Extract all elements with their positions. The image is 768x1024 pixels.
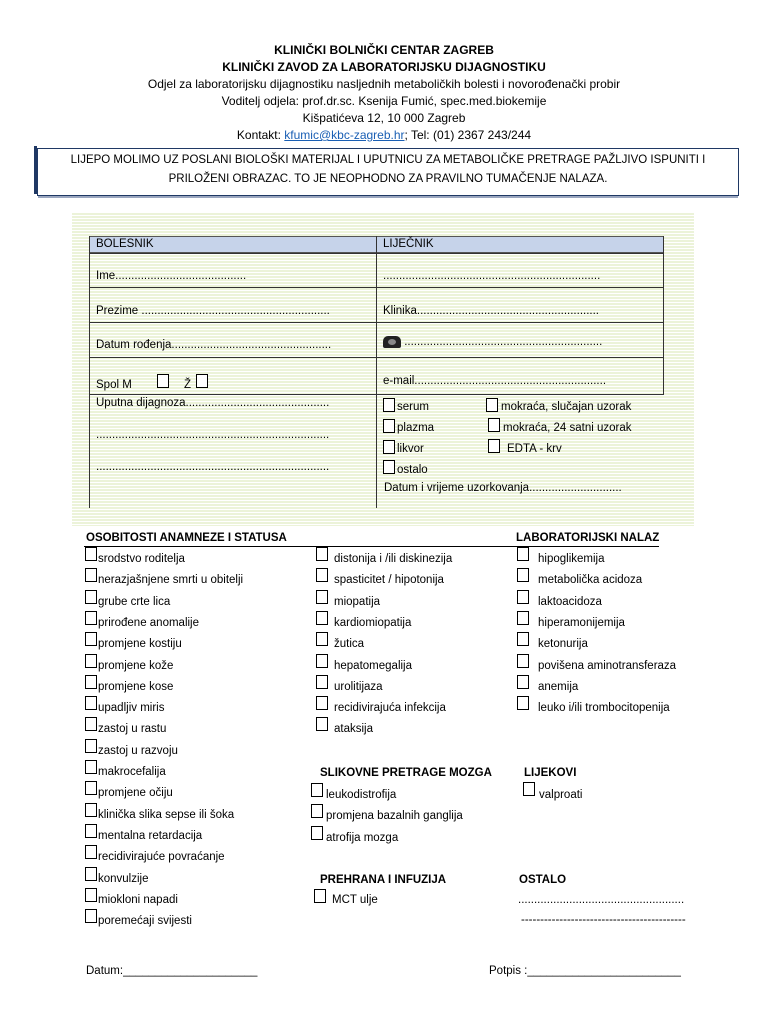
anamnesis-item-checkbox[interactable] bbox=[85, 824, 97, 838]
sex-m-checkbox[interactable] bbox=[157, 374, 169, 388]
anamnesis-item-label: mentalna retardacija bbox=[98, 829, 203, 842]
anamnesis-item-checkbox[interactable] bbox=[85, 888, 97, 902]
anamnesis-neuro-item-checkbox[interactable] bbox=[316, 675, 328, 689]
anamnesis-underline bbox=[84, 546, 659, 547]
unit-name: Odjel za laboratorijsku dijagnostiku nasljednih metaboličkih bolesti i novorođenački probir bbox=[147, 77, 621, 91]
head-of-unit: Voditelj odjela: prof.dr.sc. Ksenija Fumić, spec.med.biokemije bbox=[221, 94, 547, 108]
plasma-label: plazma bbox=[397, 422, 435, 434]
diagnosis-line-2[interactable]: ......................................................................... bbox=[96, 429, 330, 441]
lab-item-label: laktoacidoza bbox=[538, 595, 602, 608]
anamnesis-item-checkbox[interactable] bbox=[85, 845, 97, 859]
anamnesis-item-checkbox[interactable] bbox=[85, 739, 97, 753]
mct-oil-label: MCT ulje bbox=[332, 894, 378, 906]
anamnesis-item-checkbox[interactable] bbox=[85, 568, 97, 582]
notice-line-2: PRILOŽENI OBRAZAC. TO JE NEOPHODNO ZA PRAVILNO TUMAČENJE NALAZA. bbox=[168, 173, 608, 185]
edta-label: EDTA - krv bbox=[507, 443, 562, 455]
urine-24h-label: mokraća, 24 satni uzorak bbox=[503, 422, 632, 434]
anamnesis-item-label: nerazjašnjene smrti u obitelji bbox=[98, 574, 244, 587]
contact-label: Kontakt: bbox=[236, 128, 281, 142]
lab-item-label: ketonurija bbox=[538, 638, 588, 651]
brain-imaging-item-checkbox[interactable] bbox=[311, 804, 323, 818]
anamnesis-item-label: zastoj u razvoju bbox=[98, 744, 178, 757]
urine-random-checkbox[interactable] bbox=[486, 398, 498, 412]
anamnesis-neuro-item-checkbox[interactable] bbox=[316, 696, 328, 710]
anamnesis-item-label: miokloni napadi bbox=[98, 893, 178, 906]
lab-item-label: hipoglikemija bbox=[538, 553, 605, 565]
other-line-1[interactable]: .................................................... bbox=[518, 894, 685, 906]
anamnesis-item-checkbox[interactable] bbox=[85, 611, 97, 625]
department-name: KLINIČKI ZAVOD ZA LABORATORIJSKU DIJAGNOSTIKU bbox=[222, 60, 546, 74]
serum-label: serum bbox=[397, 401, 429, 413]
anamnesis-item-label: konvulzije bbox=[98, 872, 149, 885]
anamnesis-item-checkbox[interactable] bbox=[85, 654, 97, 668]
address: Kišpatićeva 12, 10 000 Zagreb bbox=[302, 111, 466, 125]
anamnesis-item-checkbox[interactable] bbox=[85, 760, 97, 774]
anamnesis-item-checkbox[interactable] bbox=[85, 675, 97, 689]
lab-item-checkbox[interactable] bbox=[517, 590, 529, 604]
anamnesis-item-label: upadljiv miris bbox=[98, 702, 165, 715]
contact-line bbox=[0, 127, 768, 144]
doctor-clinic-field[interactable]: Klinika......................................................... bbox=[383, 305, 599, 317]
anamnesis-item-checkbox[interactable] bbox=[85, 696, 97, 710]
other-sample-checkbox[interactable] bbox=[383, 460, 395, 474]
anamnesis-item-checkbox[interactable] bbox=[85, 632, 97, 646]
anamnesis-item-label: recidivirajuće povraćanje bbox=[98, 851, 225, 864]
contact-tel: ; Tel: (01) 2367 243/244 bbox=[404, 128, 532, 142]
patient-dob-field[interactable]: Datum rođenja.................................................. bbox=[96, 339, 332, 351]
anamnesis-item-label: prirođene anomalije bbox=[98, 616, 200, 629]
anamnesis-item-label: zastoj u rastu bbox=[98, 723, 167, 736]
anamnesis-item-checkbox[interactable] bbox=[85, 909, 97, 923]
other-title: OSTALO bbox=[519, 874, 567, 886]
doctor-name-field[interactable]: .................................................................... bbox=[383, 270, 601, 282]
sex-f-checkbox[interactable] bbox=[196, 374, 208, 388]
anamnesis-neuro-item-checkbox[interactable] bbox=[316, 611, 328, 625]
lab-item-checkbox[interactable] bbox=[517, 675, 529, 689]
anamnesis-item-checkbox[interactable] bbox=[85, 590, 97, 604]
lab-item-checkbox[interactable] bbox=[517, 654, 529, 668]
lab-item-checkbox[interactable] bbox=[517, 547, 529, 561]
anamnesis-item-checkbox[interactable] bbox=[85, 803, 97, 817]
sex-f-label: Ž bbox=[184, 379, 192, 391]
lab-title: LABORATORIJSKI NALAZ bbox=[516, 532, 660, 544]
anamnesis-neuro-item-checkbox[interactable] bbox=[316, 654, 328, 668]
anamnesis-item-label: klinička slika sepse ili šoka bbox=[98, 808, 235, 821]
other-line-2[interactable]: ------------------------------------------- bbox=[521, 914, 686, 926]
anamnesis-neuro-item-checkbox[interactable] bbox=[316, 717, 328, 731]
brain-imaging-item-label: atrofija mozga bbox=[326, 831, 399, 844]
patient-name-field[interactable]: Ime......................................... bbox=[96, 270, 247, 282]
anamnesis-item-checkbox[interactable] bbox=[85, 867, 97, 881]
brain-imaging-item-label: promjena bazalnih ganglija bbox=[326, 810, 463, 823]
anamnesis-item-label: promjene očiju bbox=[98, 787, 173, 800]
anamnesis-item-label: srodstvo roditelja bbox=[98, 553, 185, 565]
doctor-email-field[interactable]: e-mail............................................................ bbox=[383, 375, 607, 387]
valproate-label: valproati bbox=[539, 789, 583, 801]
anamnesis-item-label: promjene kože bbox=[98, 659, 174, 672]
anamnesis-neuro-item-label: hepatomegalija bbox=[334, 659, 413, 672]
serum-checkbox[interactable] bbox=[383, 398, 395, 412]
other-sample-label: ostalo bbox=[397, 464, 428, 476]
anamnesis-item-checkbox[interactable] bbox=[85, 781, 97, 795]
csf-label: likvor bbox=[397, 443, 424, 455]
contact-email-link[interactable]: kfumic@kbc-zagreb.hr bbox=[284, 128, 405, 142]
telephone-icon bbox=[383, 336, 401, 348]
lab-item-checkbox[interactable] bbox=[517, 611, 529, 625]
brain-imaging-title: SLIKOVNE PRETRAGE MOZGA bbox=[320, 767, 492, 779]
doctor-header: LIJEČNIK bbox=[383, 238, 434, 250]
drugs-title: LIJEKOVI bbox=[524, 767, 577, 779]
referral-diagnosis-field[interactable]: Uputna dijagnoza............................................. bbox=[96, 397, 330, 409]
sex-label: Spol M bbox=[96, 379, 132, 391]
diagnosis-line-3[interactable]: ......................................................................... bbox=[96, 461, 330, 473]
urine-random-label: mokraća, slučajan uzorak bbox=[501, 401, 632, 413]
urine-24h-checkbox[interactable] bbox=[488, 418, 500, 432]
notice-line-1: LIJEPO MOLIMO UZ POSLANI BIOLOŠKI MATERIJAL I UPUTNICU ZA METABOLIČKE PRETRAGE PAŽLJIVO ISPUNITI I bbox=[70, 154, 706, 166]
sampling-datetime-field[interactable]: Datum i vrijeme uzorkovanja............................. bbox=[384, 482, 622, 494]
doctor-phone-row bbox=[383, 336, 602, 348]
anamnesis-neuro-item-label: miopatija bbox=[334, 595, 381, 608]
anamnesis-title: OSOBITOSTI ANAMNEZE I STATUSA bbox=[86, 532, 287, 544]
brain-imaging-item-checkbox[interactable] bbox=[311, 826, 323, 840]
brain-imaging-item-label: leukodistrofija bbox=[326, 789, 397, 801]
brain-imaging-item-checkbox[interactable] bbox=[311, 783, 323, 797]
anamnesis-neuro-item-checkbox[interactable] bbox=[316, 547, 328, 561]
lab-item-checkbox[interactable] bbox=[517, 568, 529, 582]
lab-item-checkbox[interactable] bbox=[517, 632, 529, 646]
anamnesis-neuro-item-label: spasticitet / hipotonija bbox=[334, 574, 444, 587]
patient-doctor-table bbox=[89, 236, 664, 508]
anamnesis-neuro-item-label: ataksija bbox=[334, 723, 373, 736]
anamnesis-item-label: grube crte lica bbox=[98, 595, 171, 608]
anamnesis-neuro-item-label: urolitijaza bbox=[334, 680, 383, 693]
signature-field[interactable]: Potpis :________________________ bbox=[489, 965, 681, 977]
anamnesis-item-label: promjene kostiju bbox=[98, 638, 182, 651]
date-field[interactable]: Datum:_____________________ bbox=[86, 965, 258, 977]
mct-oil-checkbox[interactable] bbox=[314, 889, 326, 903]
anamnesis-item-checkbox[interactable] bbox=[85, 547, 97, 561]
anamnesis-neuro-item-label: recidivirajuća infekcija bbox=[334, 702, 446, 715]
patient-surname-field[interactable]: Prezime ........................................................... bbox=[96, 305, 330, 317]
notice-box bbox=[37, 148, 739, 196]
lab-item-label: anemija bbox=[538, 680, 579, 693]
patient-header: BOLESNIK bbox=[96, 238, 154, 250]
anamnesis-neuro-item-checkbox[interactable] bbox=[316, 632, 328, 646]
anamnesis-neuro-item-checkbox[interactable] bbox=[316, 590, 328, 604]
lab-item-label: metabolička acidoza bbox=[538, 574, 643, 587]
anamnesis-item-checkbox[interactable] bbox=[85, 717, 97, 731]
anamnesis-neuro-item-label: žutica bbox=[334, 638, 365, 651]
anamnesis-item-label: makrocefalija bbox=[98, 766, 166, 778]
anamnesis-item-label: promjene kose bbox=[98, 680, 174, 693]
plasma-checkbox[interactable] bbox=[383, 419, 395, 433]
valproate-checkbox[interactable] bbox=[523, 782, 535, 796]
letterhead bbox=[0, 42, 768, 144]
edta-checkbox[interactable] bbox=[488, 439, 500, 453]
lab-item-label: hiperamonijemija bbox=[538, 616, 625, 629]
nutrition-title: PREHRANA I INFUZIJA bbox=[320, 874, 447, 886]
lab-item-label: leuko i/ili trombocitopenija bbox=[538, 702, 670, 715]
anamnesis-neuro-item-label: kardiomiopatija bbox=[334, 616, 412, 629]
csf-checkbox[interactable] bbox=[383, 440, 395, 454]
institution-name: KLINIČKI BOLNIČKI CENTAR ZAGREB bbox=[274, 43, 494, 57]
anamnesis-item-label: poremećaji svijesti bbox=[98, 915, 192, 928]
lab-item-checkbox[interactable] bbox=[517, 696, 529, 710]
doctor-phone-field[interactable]: .............................................................. bbox=[404, 336, 603, 349]
anamnesis-neuro-item-label: distonija i /ili diskinezija bbox=[334, 553, 453, 565]
lab-item-label: povišena aminotransferaza bbox=[538, 659, 677, 672]
anamnesis-neuro-item-checkbox[interactable] bbox=[316, 568, 328, 582]
